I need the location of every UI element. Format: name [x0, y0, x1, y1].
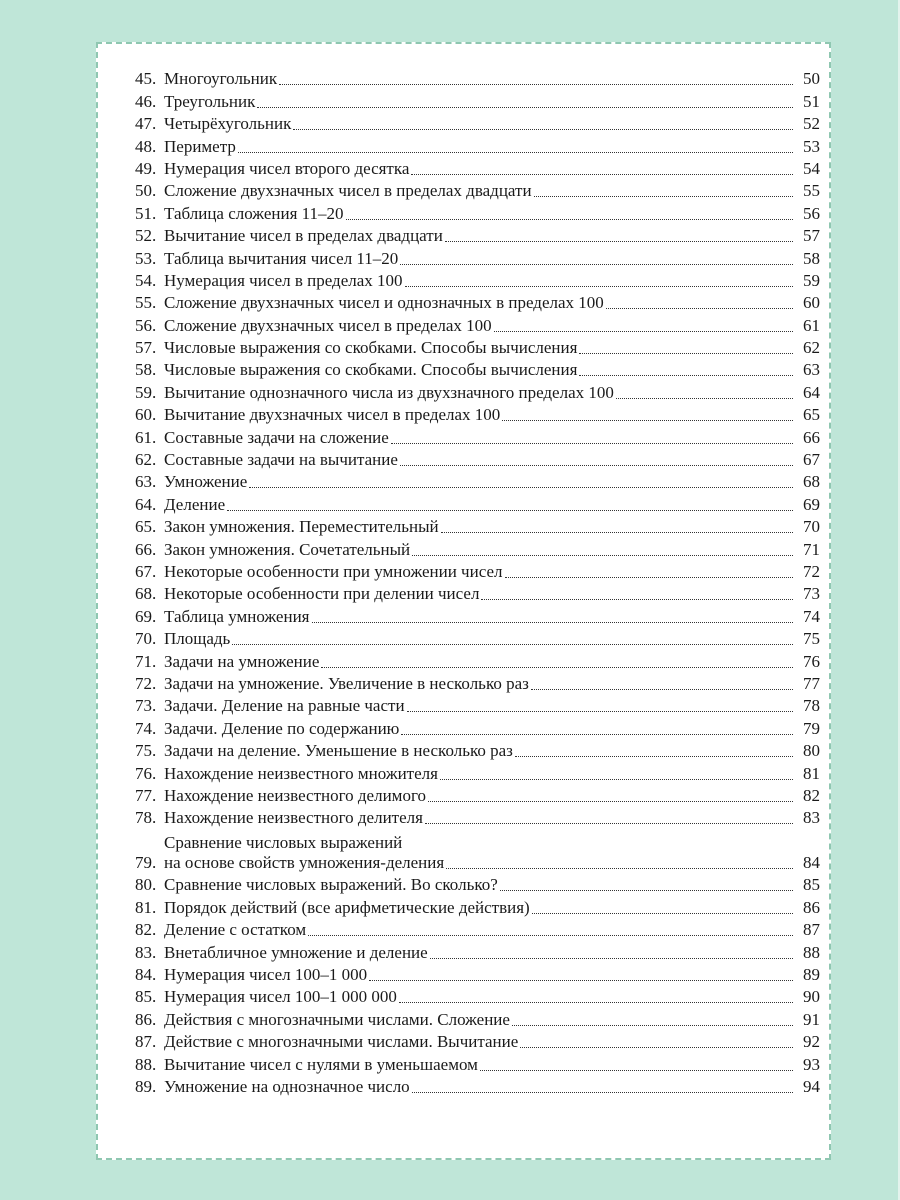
entry-title-block	[164, 495, 225, 515]
entry-title: Задачи на умножение. Увеличение в несколько раз	[164, 673, 529, 693]
dot-leader	[520, 1047, 793, 1048]
entry-title-block	[164, 159, 409, 179]
entry-number: 64.	[135, 494, 157, 514]
entry-title: Нумерация чисел 100–1 000 000	[164, 987, 397, 1007]
toc-entry	[135, 1075, 820, 1097]
entry-title-block	[164, 137, 236, 157]
toc-entry	[135, 582, 820, 604]
entry-number: 51.	[135, 203, 157, 223]
entry-page-number: 51	[803, 91, 820, 111]
entry-page-number: 50	[803, 69, 820, 89]
entry-title: Сложение двухзначных чисел в пределах двадцати	[164, 181, 532, 201]
entry-page-number: 91	[803, 1009, 820, 1029]
dot-leader	[606, 308, 793, 309]
entry-number: 63.	[135, 472, 157, 492]
toc-entry	[135, 89, 820, 111]
entry-page-number: 93	[803, 1054, 820, 1074]
entry-page-number: 82	[803, 785, 820, 805]
dot-leader	[257, 107, 793, 108]
entry-title: Нумерация чисел в пределах 100	[164, 270, 403, 290]
dot-leader	[500, 890, 793, 891]
entry-page-number: 74	[803, 606, 820, 626]
entry-title-block	[164, 428, 389, 448]
entry-title: Задачи на умножение	[164, 651, 320, 671]
entry-title-block	[164, 69, 277, 89]
table-of-contents-panel	[96, 42, 831, 1160]
entry-title: Нумерация чисел второго десятка	[164, 158, 410, 178]
toc-entry	[135, 761, 820, 783]
toc-entry	[135, 403, 820, 425]
entry-page-number: 57	[803, 226, 820, 246]
entry-title: Нумерация чисел 100–1 000	[164, 965, 368, 985]
entry-title-block	[164, 965, 367, 985]
entry-title-block	[164, 517, 439, 537]
entry-title-block	[164, 249, 398, 269]
entry-number: 73.	[135, 696, 157, 716]
entry-title: Деление с остатком	[164, 920, 307, 940]
entry-number: 68.	[135, 584, 157, 604]
toc-entry	[135, 1052, 820, 1074]
entry-number: 49.	[135, 158, 157, 178]
entry-title-block	[164, 1077, 410, 1097]
entry-number: 66.	[135, 539, 157, 559]
entry-page-number: 73	[803, 584, 820, 604]
entry-number: 72.	[135, 673, 157, 693]
entry-title-block	[164, 652, 319, 672]
entry-title: Задачи. Деление на равные части	[164, 696, 405, 716]
entry-page-number: 83	[803, 808, 820, 828]
dot-leader	[227, 510, 793, 511]
entry-number: 48.	[135, 136, 157, 156]
toc-entry	[135, 515, 820, 537]
entry-title-block	[164, 540, 410, 560]
entry-title-block	[164, 338, 577, 358]
entry-title-block	[164, 316, 492, 336]
dot-leader	[401, 734, 793, 735]
entry-number: 60.	[135, 405, 157, 425]
toc-entry	[135, 492, 820, 514]
entry-title: Площадь	[164, 629, 231, 649]
entry-title-block	[164, 1055, 478, 1075]
entry-title-block	[164, 114, 291, 134]
entry-page-number: 94	[803, 1076, 820, 1096]
entry-title-block	[164, 607, 310, 627]
toc-entry	[135, 672, 820, 694]
entry-page-number: 77	[803, 673, 820, 693]
table-of-contents	[135, 67, 820, 1097]
dot-leader	[494, 331, 793, 332]
entry-number: 74.	[135, 718, 157, 738]
dot-leader	[481, 599, 793, 600]
dot-leader	[312, 622, 794, 623]
entry-number: 58.	[135, 360, 157, 380]
toc-entry	[135, 1030, 820, 1052]
toc-entry	[135, 604, 820, 626]
dot-leader	[430, 958, 793, 959]
entry-title: Вычитание чисел с нулями в уменьшаемом	[164, 1054, 478, 1074]
dot-leader	[369, 980, 793, 981]
entry-page-number: 52	[803, 114, 820, 134]
entry-title: Сложение двухзначных чисел в пределах 100	[164, 315, 492, 335]
entry-title-block	[164, 584, 479, 604]
entry-number: 53.	[135, 248, 157, 268]
entry-title-block	[164, 719, 399, 739]
toc-entry	[135, 560, 820, 582]
entry-number: 82.	[135, 920, 157, 940]
entry-title-block	[164, 764, 438, 784]
dot-leader	[400, 465, 793, 466]
toc-entry	[135, 246, 820, 268]
dot-leader	[502, 420, 793, 421]
entry-page-number: 89	[803, 965, 820, 985]
toc-entry	[135, 649, 820, 671]
toc-entry	[135, 425, 820, 447]
entry-title: Треугольник	[164, 91, 256, 111]
dot-leader	[579, 375, 793, 376]
entry-title: Действия с многозначными числами. Сложение	[164, 1009, 510, 1029]
entry-title: Задачи. Деление по содержанию	[164, 718, 400, 738]
entry-number: 81.	[135, 897, 157, 917]
entry-title-block	[164, 786, 426, 806]
dot-leader	[293, 129, 793, 130]
entry-page-number: 63	[803, 360, 820, 380]
entry-title-block	[164, 405, 500, 425]
toc-entry	[135, 940, 820, 962]
toc-entry	[135, 828, 820, 873]
dot-leader	[515, 756, 793, 757]
entry-title: Вычитание двухзначных чисел в пределах 100	[164, 405, 501, 425]
toc-entry	[135, 694, 820, 716]
entry-page-number: 87	[803, 920, 820, 940]
entry-page-number: 86	[803, 897, 820, 917]
entry-page-number: 54	[803, 158, 820, 178]
toc-entry	[135, 873, 820, 895]
entry-title: Нахождение неизвестного множителя	[164, 763, 438, 783]
entry-page-number: 62	[803, 338, 820, 358]
entry-page-number: 65	[803, 405, 820, 425]
entry-page-number: 81	[803, 763, 820, 783]
toc-entry	[135, 201, 820, 223]
toc-entry	[135, 134, 820, 156]
toc-entry	[135, 269, 820, 291]
dot-leader	[428, 801, 793, 802]
dot-leader	[407, 711, 793, 712]
entry-page-number: 59	[803, 270, 820, 290]
toc-entry	[135, 291, 820, 313]
entry-number: 54.	[135, 270, 157, 290]
entry-number: 52.	[135, 226, 157, 246]
entry-page-number: 75	[803, 629, 820, 649]
entry-number: 87.	[135, 1032, 157, 1052]
entry-number: 56.	[135, 315, 157, 335]
dot-leader	[321, 667, 793, 668]
toc-entry	[135, 895, 820, 917]
entry-title-block	[164, 450, 398, 470]
entry-title: Нахождение неизвестного делимого	[164, 785, 426, 805]
entry-page-number: 64	[803, 382, 820, 402]
entry-number: 45.	[135, 69, 157, 89]
dot-leader	[405, 286, 793, 287]
toc-entry	[135, 806, 820, 828]
toc-entry	[135, 112, 820, 134]
dot-leader	[279, 84, 793, 85]
entry-title-block	[164, 360, 577, 380]
entry-page-number: 76	[803, 651, 820, 671]
toc-entry	[135, 358, 820, 380]
entry-page-number: 55	[803, 181, 820, 201]
dot-leader	[411, 174, 793, 175]
entry-title: Таблица сложения 11–20	[164, 203, 344, 223]
dot-leader	[531, 689, 793, 690]
dot-leader	[505, 577, 794, 578]
entry-number: 62.	[135, 450, 157, 470]
entry-title: Составные задачи на вычитание	[164, 450, 398, 470]
entry-title: Действие с многозначными числами. Вычитание	[164, 1032, 519, 1052]
entry-number: 88.	[135, 1054, 157, 1074]
entry-number: 75.	[135, 741, 157, 761]
entry-page-number: 61	[803, 315, 820, 335]
entry-title-block	[164, 741, 513, 761]
dot-leader	[440, 779, 793, 780]
dot-leader	[446, 868, 793, 869]
entry-number: 61.	[135, 427, 157, 447]
entry-number: 83.	[135, 942, 157, 962]
entry-title: Сравнение числовых выражений	[164, 833, 403, 853]
toc-entry	[135, 1007, 820, 1029]
entry-page-number: 90	[803, 987, 820, 1007]
dot-leader	[445, 241, 793, 242]
entry-page-number: 72	[803, 561, 820, 581]
entry-page-number: 67	[803, 450, 820, 470]
entry-page-number: 78	[803, 696, 820, 716]
toc-entry	[135, 918, 820, 940]
entry-number: 55.	[135, 293, 157, 313]
entry-number: 78.	[135, 808, 157, 828]
entry-title-block	[164, 629, 230, 649]
entry-title-continuation: на основе свойств умножения-деления	[164, 853, 445, 873]
entry-title: Четырёхугольник	[164, 114, 292, 134]
entry-title-block	[164, 383, 614, 403]
entry-number: 70.	[135, 629, 157, 649]
entry-title: Некоторые особенности при делении чисел	[164, 584, 480, 604]
toc-entry	[135, 537, 820, 559]
entry-number: 77.	[135, 785, 157, 805]
entry-page-number: 71	[803, 539, 820, 559]
toc-entry	[135, 963, 820, 985]
entry-title-block	[164, 271, 403, 291]
entry-number: 57.	[135, 338, 157, 358]
entry-page-number: 70	[803, 517, 820, 537]
toc-entry	[135, 739, 820, 761]
entry-title: Составные задачи на сложение	[164, 427, 389, 447]
toc-entry	[135, 448, 820, 470]
entry-title-block	[164, 696, 405, 716]
entry-number: 67.	[135, 561, 157, 581]
dot-leader	[579, 353, 793, 354]
entry-title-block	[164, 1010, 510, 1030]
toc-entry	[135, 627, 820, 649]
dot-leader	[399, 1002, 793, 1003]
toc-entry	[135, 67, 820, 89]
entry-title-block	[164, 987, 397, 1007]
entry-title-block	[164, 293, 604, 313]
entry-number: 89.	[135, 1076, 157, 1096]
toc-entry	[135, 380, 820, 402]
entry-title: Умножение на однозначное число	[164, 1076, 410, 1096]
entry-page-number: 60	[803, 293, 820, 313]
entry-number: 65.	[135, 517, 157, 537]
entry-number: 76.	[135, 763, 157, 783]
toc-entry	[135, 224, 820, 246]
toc-entry	[135, 470, 820, 492]
dot-leader	[480, 1070, 793, 1071]
entry-title: Внетабличное умножение и деление	[164, 942, 428, 962]
entry-title-block	[164, 943, 428, 963]
entry-title-block	[164, 898, 530, 918]
toc-entry	[135, 985, 820, 1007]
entry-title-block	[164, 562, 503, 582]
dot-leader	[308, 935, 793, 936]
dot-leader	[238, 152, 793, 153]
entry-page-number: 58	[803, 248, 820, 268]
dot-leader	[512, 1025, 793, 1026]
entry-number: 79.	[135, 853, 157, 873]
entry-title: Вычитание однозначного числа из двухзначного пределах 100	[164, 382, 614, 402]
entry-page-number: 53	[803, 136, 820, 156]
toc-entry	[135, 716, 820, 738]
toc-entry	[135, 179, 820, 201]
entry-page-number: 56	[803, 203, 820, 223]
entry-page-number: 85	[803, 875, 820, 895]
entry-number: 86.	[135, 1009, 157, 1029]
entry-title: Многоугольник	[164, 69, 278, 89]
dot-leader	[412, 555, 793, 556]
dot-leader	[425, 823, 793, 824]
dot-leader	[441, 532, 793, 533]
entry-title-block	[164, 472, 247, 492]
entry-title: Деление	[164, 494, 226, 514]
entry-page-number: 79	[803, 718, 820, 738]
entry-title: Нахождение неизвестного делителя	[164, 808, 423, 828]
toc-entry	[135, 157, 820, 179]
dot-leader	[616, 398, 793, 399]
entry-title-block	[164, 181, 532, 201]
entry-number: 84.	[135, 965, 157, 985]
dot-leader	[232, 644, 793, 645]
entry-title-block	[164, 833, 444, 873]
entry-title: Задачи на деление. Уменьшение в несколько раз	[164, 741, 513, 761]
entry-page-number: 66	[803, 427, 820, 447]
toc-entry	[135, 313, 820, 335]
entry-title-block	[164, 92, 255, 112]
entry-title: Порядок действий (все арифметические действия)	[164, 897, 530, 917]
entry-title: Таблица умножения	[164, 606, 310, 626]
entry-number: 69.	[135, 606, 157, 626]
entry-title-block	[164, 1032, 518, 1052]
entry-page-number: 84	[803, 853, 820, 873]
entry-title-block	[164, 808, 423, 828]
entry-title-block	[164, 204, 344, 224]
entry-page-number: 92	[803, 1032, 820, 1052]
entry-page-number: 69	[803, 494, 820, 514]
entry-number: 80.	[135, 875, 157, 895]
dot-leader	[249, 487, 793, 488]
entry-number: 46.	[135, 91, 157, 111]
dot-leader	[534, 196, 793, 197]
dot-leader	[412, 1092, 793, 1093]
entry-title: Числовые выражения со скобками. Способы вычисления	[164, 360, 578, 380]
entry-page-number: 80	[803, 741, 820, 761]
entry-number: 71.	[135, 651, 157, 671]
dot-leader	[400, 264, 793, 265]
entry-title: Умножение	[164, 472, 248, 492]
entry-title-block	[164, 674, 529, 694]
entry-title: Закон умножения. Переместительный	[164, 517, 439, 537]
entry-title: Некоторые особенности при умножении чисел	[164, 561, 503, 581]
entry-title: Сложение двухзначных чисел и однозначных в пределах 100	[164, 293, 604, 313]
entry-title-block	[164, 920, 306, 940]
dot-leader	[391, 443, 793, 444]
entry-title: Числовые выражения со скобками. Способы вычисления	[164, 338, 578, 358]
entry-title: Закон умножения. Сочетательный	[164, 539, 411, 559]
entry-title: Сравнение числовых выражений. Во сколько?	[164, 875, 498, 895]
toc-entry	[135, 784, 820, 806]
entry-page-number: 88	[803, 942, 820, 962]
entry-number: 50.	[135, 181, 157, 201]
entry-number: 47.	[135, 114, 157, 134]
entry-title: Таблица вычитания чисел 11–20	[164, 248, 399, 268]
entry-title-block	[164, 226, 443, 246]
entry-number: 59.	[135, 382, 157, 402]
entry-number: 85.	[135, 987, 157, 1007]
entry-title: Вычитание чисел в пределах двадцати	[164, 226, 443, 246]
dot-leader	[532, 913, 793, 914]
entry-page-number: 68	[803, 472, 820, 492]
entry-title: Периметр	[164, 136, 236, 156]
dot-leader	[346, 219, 793, 220]
toc-entry	[135, 336, 820, 358]
entry-title-block	[164, 875, 498, 895]
